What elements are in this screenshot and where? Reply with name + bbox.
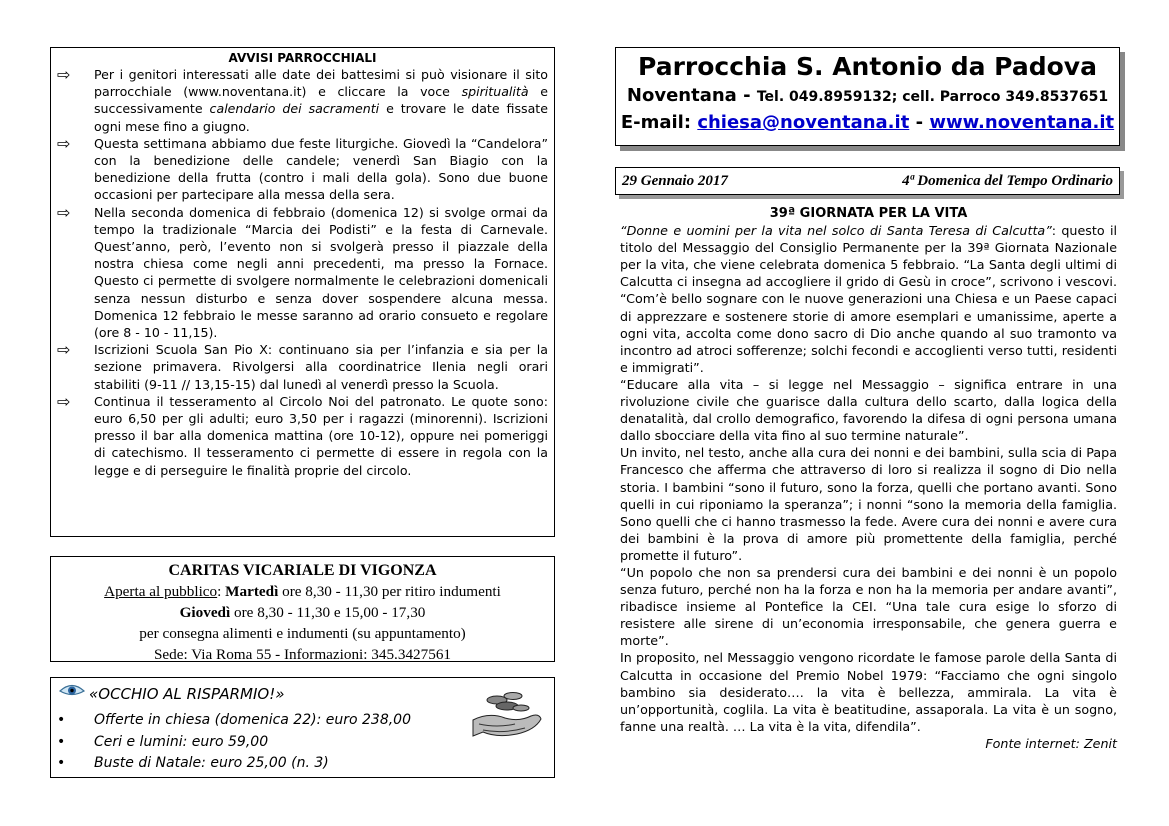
article bbox=[620, 205, 1117, 752]
avvisi-item-text: Per i genitori interessati alle date dei battesimi si può visionare il sito parrocchiale (www.noventana.it) e cliccare la voce bbox=[94, 67, 548, 100]
avvisi-box bbox=[50, 47, 555, 537]
hollow-arrow-icon: ⇨ bbox=[57, 202, 71, 222]
avvisi-item-text: e successivamente bbox=[94, 84, 548, 117]
avvisi-item bbox=[57, 135, 548, 204]
avvisi-item bbox=[57, 66, 548, 135]
article-source: Fonte internet: Zenit bbox=[985, 735, 1117, 751]
avvisi-item bbox=[57, 204, 548, 342]
caritas-hours: ore 8,30 - 11,30 per ritiro indumenti bbox=[278, 583, 501, 600]
caritas-line: per consegna alimenti e indumenti (su appuntamento) bbox=[139, 625, 466, 642]
article-paragraph: Un invito, nel testo, anche alla cura dei nonni e dei bambini, sulla scia di Papa Francesco che afferma che attraverso di loro si realizza il sogno di Dio nella storia. I bambini “sono il futuro, sono la forza, quelli che portano avanti. Sono quelli in cui riponiamo la speranza”; i nonni “sono la memoria della famiglia. Sono quelli che ci hanno trasmesso la fede. Avere cura dei nonni e avere cura dei bambini è la prova di amore più promettente della famiglia, perché promette il futuro”. bbox=[620, 445, 1117, 563]
parish-phones: Tel. 049.8959132; cell. Parroco 349.8537651 bbox=[756, 89, 1109, 105]
list-item bbox=[57, 753, 411, 775]
avvisi-item-text: Continua il tesseramento al Circolo Noi del patronato. Le quote sono: euro 6,50 per gli adulti; euro 3,50 per i ragazzi (minorenni). Iscrizioni presso il bar alla domenica mattina (ore 10-12), oppure nei pomeriggi di catechismo. Il tesseramento ci permette di essere in regola con la legge e di perseguire le finalità proprie del circolo. bbox=[94, 393, 548, 478]
avvisi-item bbox=[57, 341, 548, 393]
caritas-day: Giovedì bbox=[179, 604, 231, 621]
separator: - bbox=[909, 112, 930, 133]
avvisi-item-text: Questa settimana abbiamo due feste liturgiche. Giovedì la “Candelora” con la benedizione delle candele; venerdì San Biagio con la benedizione della frutta (contro i mali della gola). Sono due buone occasioni per partecipare alla messa della sera. bbox=[94, 135, 548, 203]
bullet-icon: • bbox=[57, 733, 66, 750]
bullet-icon: • bbox=[57, 712, 66, 728]
article-paragraph: “Un popolo che non sa prendersi cura dei bambini e dei nonni è un popolo senza futuro, perché non ha la forza e non ha la memoria per andare avanti”, ribadisce insieme al Pontefice la CEI. “Una tale cura esige lo sforzo di resistere alle sirene di un’economia irresponsabile, che genera guerra e morte”. bbox=[620, 564, 1117, 649]
caritas-box bbox=[50, 556, 555, 662]
parish-contacts bbox=[616, 83, 1119, 110]
occhio-box bbox=[50, 677, 555, 778]
bullet-icon: • bbox=[57, 755, 66, 771]
avvisi-item-em: spiritualità bbox=[461, 84, 529, 100]
website-link[interactable]: www.noventana.it bbox=[929, 112, 1115, 133]
avvisi-item-text: Iscrizioni Scuola San Pio X: continuano sia per l’infanzia e sia per la sezione primavera. Rivolgersi alla coordinatrice Ilenia negli orari stabiliti (9-11 // 13,15-15) dal lunedì al venerdì presso la Scuola. bbox=[94, 342, 548, 392]
parish-place: Noventana - bbox=[626, 85, 757, 106]
article-text: : questo il titolo del Messaggio del Consiglio Permanente per la 39ª Giornata Nazionale per la vita, che viene celebrata domenica 5 febbraio. “La Santa degli ultimi di Calcutta ci insegna ad accogliere il grido di Gesù in croce”, scrivono i vescovi. “Com’è bello sognare con le nuove generazioni una Chiesa e un Paese capaci di apprezzare e sostenere storie di amore esemplari e umanissime, aperte a ogni vita, accolta come dono sacro di Dio anche quando al suo tramonto va incontro ad atroci sofferenze; solchi fecondi e accoglienti verso tutti, residenti e immigrati”. bbox=[620, 223, 1118, 375]
hollow-arrow-icon: ⇨ bbox=[57, 340, 71, 360]
parish-name: Parrocchia S. Antonio da Padova bbox=[638, 52, 1097, 81]
list-item-text: Offerte in chiesa (domenica 22): euro 238,00 bbox=[94, 712, 411, 728]
occhio-title: «OCCHIO AL RISPARMIO!» bbox=[89, 685, 285, 703]
article-paragraph: In proposito, nel Messaggio vengono ricordate le famose parole della Santa di Calcutta in occasione del Premio Nobel 1979: “Facciamo che ogni singolo bambino sia desiderato…. la vita è bellezza, ammirala. La vita è un’opportunità, coglila. La vita è beatitudine, assaporala. La vita è un sogno, fanne una realtà. … La vita è la vita, difendila”. bbox=[620, 650, 1117, 734]
dateline-box bbox=[615, 167, 1120, 195]
liturgical-sunday: 4ª Domenica del Tempo Ordinario bbox=[902, 173, 1113, 189]
caritas-day: Martedì bbox=[225, 583, 279, 600]
avvisi-title: AVVISI PARROCCHIALI bbox=[228, 51, 377, 65]
caritas-line: Aperta al pubblico: Martedì ore 8,30 - 11,30 per ritiro indumenti bbox=[104, 583, 501, 600]
list-item-text: Ceri e lumini: euro 59,00 bbox=[94, 733, 269, 750]
article-paragraph bbox=[620, 222, 1117, 376]
hollow-arrow-icon: ⇨ bbox=[57, 65, 71, 84]
issue-date: 29 Gennaio 2017 bbox=[622, 173, 728, 189]
parish-online bbox=[616, 110, 1119, 136]
list-item-text: Buste di Natale: euro 25,00 (n. 3) bbox=[94, 755, 329, 771]
avvisi-item-text: Nella seconda domenica di febbraio (domenica 12) si svolge ormai da tempo la tradizionale “Marcia dei Podisti” e la festa di Carnevale. Quest’anno, però, l’evento non si svolgerà presso il piazzale della nostra chiesa come negli anni precedenti, ma presso la Fornace. Questo ci permette di svolgere normalmente le celebrazioni domenicali senza nessun disturbo e senza dover sospendere alcuna messa. Domenica 12 febbraio le messe saranno ad orario consueto e regolare (ore 8 - 10 - 11,15). bbox=[94, 204, 548, 341]
eye-icon bbox=[59, 683, 85, 703]
caritas-open-label: Aperta al pubblico bbox=[104, 583, 218, 600]
avvisi-item bbox=[57, 393, 548, 479]
caritas-address: Sede: Via Roma 55 - Informazioni: 345.3427561 bbox=[153, 646, 452, 663]
avvisi-item-text: e trovare le date fissate ogni mese fino a giugno. bbox=[94, 101, 548, 134]
list-item bbox=[57, 732, 411, 754]
article-paragraph: “Educare alla vita – si legge nel Messaggio – significa entrare in una rivoluzione civile che guarisce dalla cultura dello scarto, dalla logica della denatalità, dal crollo demografico, favorendo la difesa di ogni persona umana dallo sbocciare della vita fino al suo termine naturale”. bbox=[620, 376, 1117, 444]
article-quote: “Donne e uomini per la vita nel solco di Santa Teresa di Calcutta” bbox=[620, 223, 1052, 239]
parish-header bbox=[615, 47, 1120, 146]
hollow-arrow-icon: ⇨ bbox=[57, 133, 71, 153]
avvisi-item-em: calendario dei sacramenti bbox=[209, 101, 380, 117]
article-title: 39ª GIORNATA PER LA VITA bbox=[769, 206, 968, 221]
caritas-hours: ore 8,30 - 11,30 e 15,00 - 17,30 bbox=[230, 604, 426, 621]
caritas-title: CARITAS VICARIALE DI VIGONZA bbox=[168, 562, 437, 579]
email-link[interactable]: chiesa@noventana.it bbox=[697, 112, 910, 133]
hollow-arrow-icon: ⇨ bbox=[57, 391, 71, 411]
occhio-list bbox=[57, 710, 411, 775]
list-item bbox=[57, 710, 411, 732]
hand-coins-icon bbox=[469, 686, 543, 748]
caritas-line bbox=[51, 602, 554, 623]
email-label: E-mail: bbox=[620, 112, 698, 133]
